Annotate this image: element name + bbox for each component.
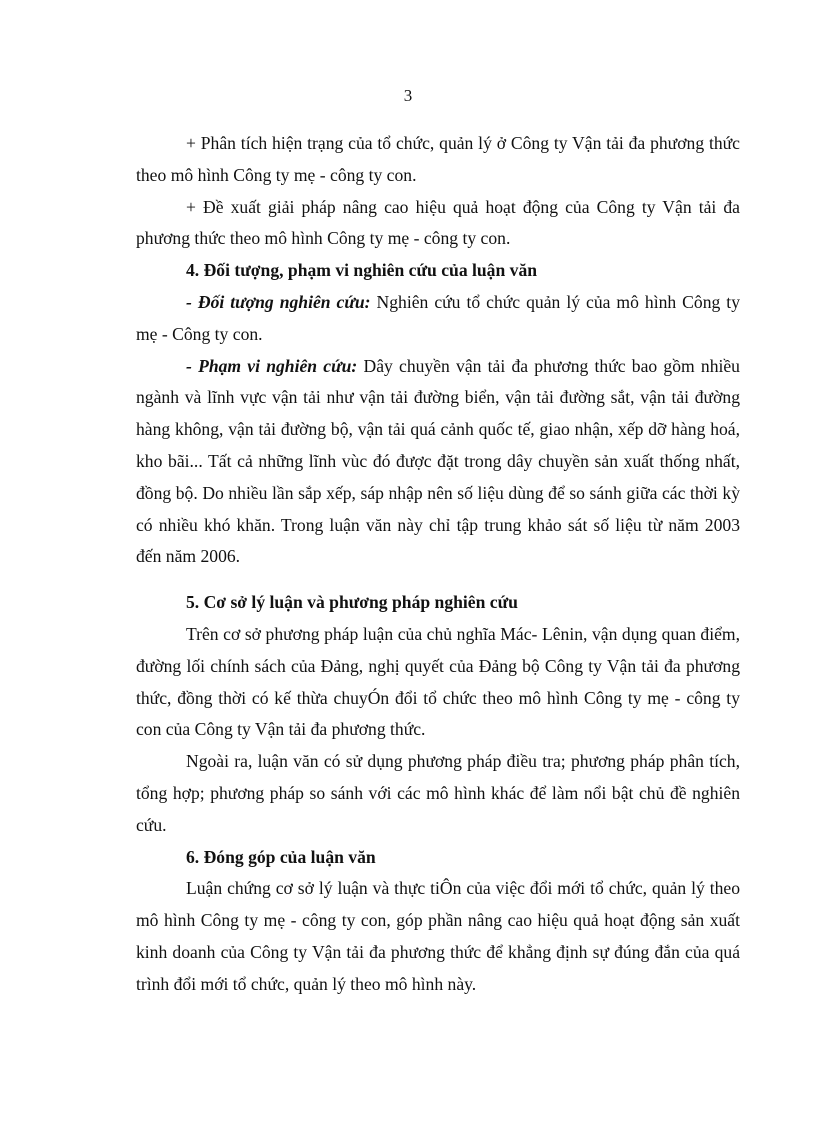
document-body [136, 128, 740, 1001]
research-subject-paragraph [136, 287, 740, 351]
page-number: 3 [403, 86, 413, 105]
methodology-basis: Trên cơ sở phương pháp luận của chủ nghĩa Mác- Lênin, vận dụng quan điểm, đường lối chính sách của Đảng, nghị quyết của Đảng bộ Công ty Vận tải đa phương thức, đồng thời có kế thừa chuyÓn đổi tổ chức theo mô hình Công ty mẹ - công ty con của Công ty Vận tải đa phương thức. [136, 623, 740, 740]
research-scope-text: Dây chuyền vận tải đa phương thức bao gồm nhiều ngành và lĩnh vực vận tải như vận tải đường biển, vận tải đường sắt, vận tải đường hàng không, vận tải đường bộ, vận tải quá cảnh quốc tế, giao nhận, xếp dỡ hàng hoá, kho bãi... Tất cả những lĩnh vùc đó được đặt trong dây chuyền sản xuất thống nhất, đồng bộ. Do nhiều lần sắp xếp, sáp nhập nên số liệu dùng để so sánh giữa các thời kỳ có nhiều khó khăn. Trong luận văn này chỉ tập trung khảo sát số liệu từ năm 2003 đến năm 2006. [136, 355, 740, 567]
objective-proposal: + Đề xuất giải pháp nâng cao hiệu quả hoạt động của Công ty Vận tải đa phương thức theo mô hình Công ty mẹ - công ty con. [136, 196, 740, 249]
contribution-paragraph: Luận chứng cơ sở lý luận và thực tiÔn của việc đổi mới tổ chức, quản lý theo mô hình Công ty mẹ - công ty con, góp phần nâng cao hiệu quả hoạt động sản xuất kinh doanh của Công ty Vận tải đa phương thức để khẳng định sự đúng đắn của quá trình đổi mới tổ chức, quản lý theo mô hình này. [136, 878, 740, 994]
methodology-methods: Ngoài ra, luận văn có sử dụng phương pháp điều tra; phương pháp phân tích, tổng hợp; phương pháp so sánh với các mô hình khác để làm nổi bật chủ đề nghiên cứu. [136, 751, 740, 835]
section-5-heading: 5. Cơ sở lý luận và phương pháp nghiên cứu [186, 592, 518, 613]
section-4-heading: 4. Đối tượng, phạm vi nghiên cứu của luận văn [186, 260, 538, 281]
research-scope-paragraph [136, 351, 740, 574]
research-subject-text: Nghiên cứu tổ chức quản lý của mô hình Công ty mẹ - Công ty con. [136, 291, 740, 344]
research-scope-label: - Phạm vi nghiên cứu: [186, 355, 358, 376]
section-6-heading: 6. Đóng góp của luận văn [186, 846, 376, 867]
objective-analysis: + Phân tích hiện trạng của tổ chức, quản lý ở Công ty Vận tải đa phương thức theo mô hình Công ty mẹ - công ty con. [136, 133, 740, 185]
research-subject-label: - Đối tượng nghiên cứu: [186, 291, 371, 312]
